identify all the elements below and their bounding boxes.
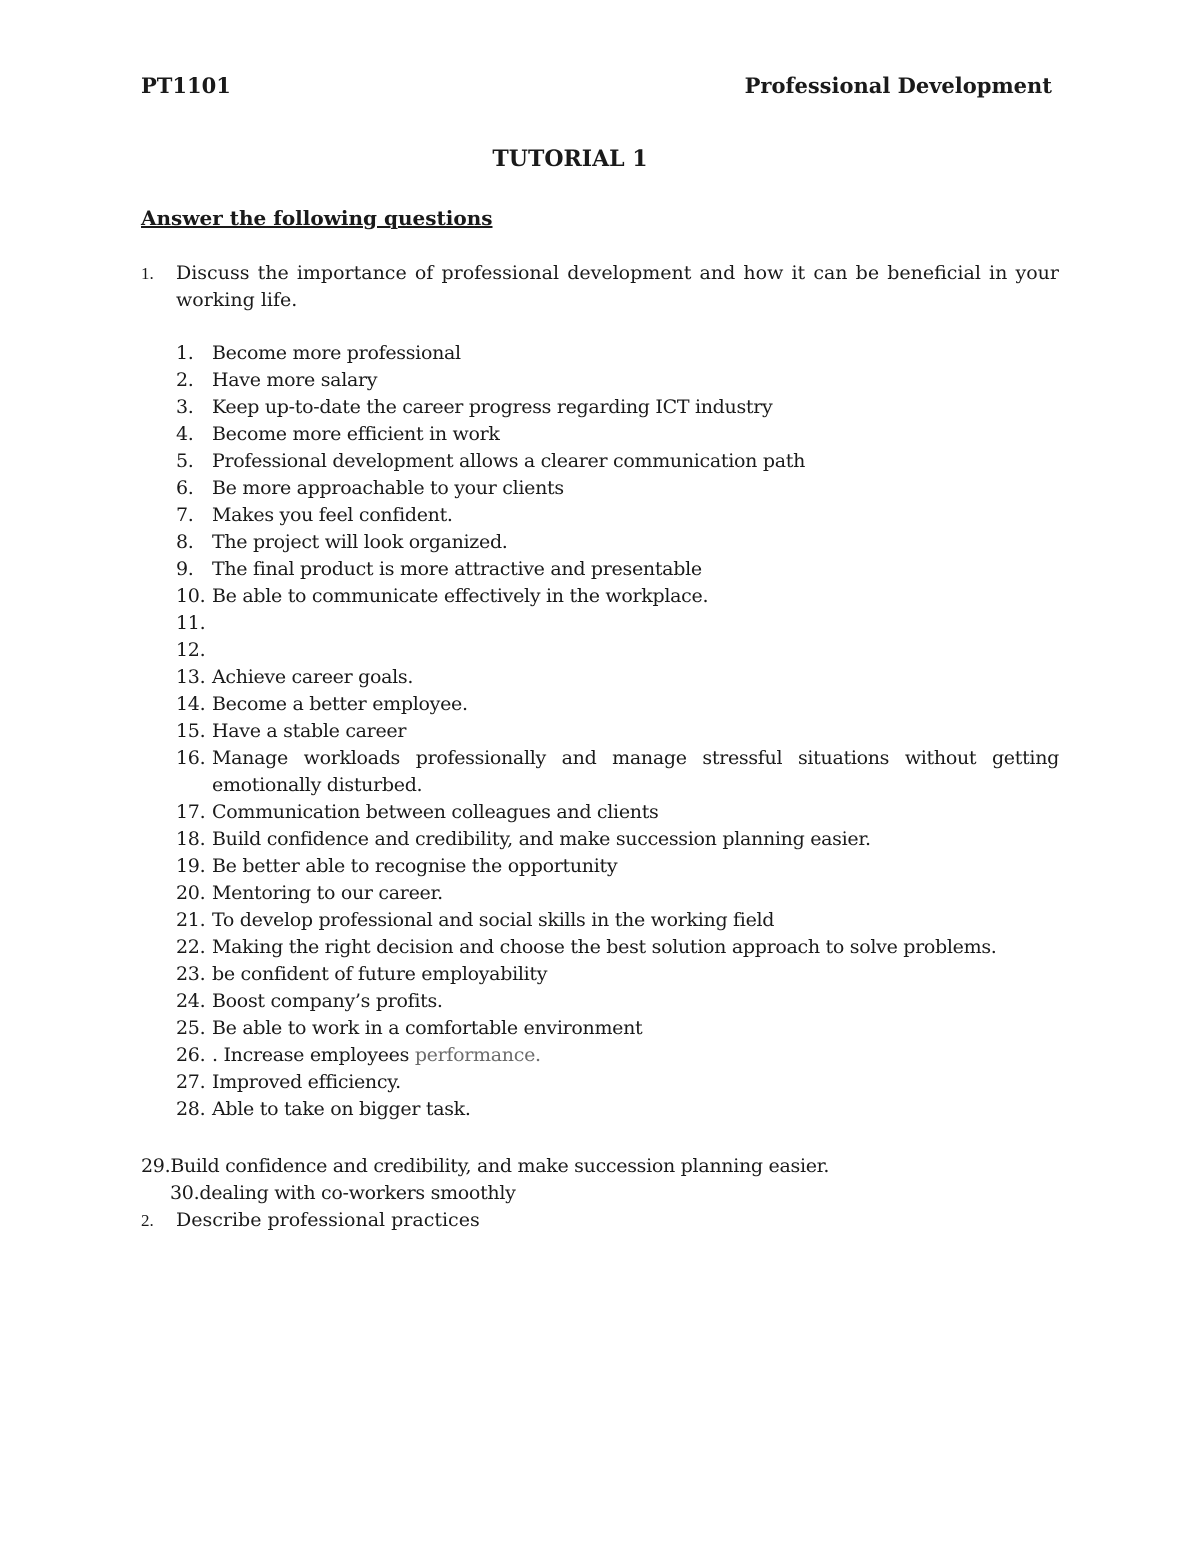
list-item bbox=[176, 502, 1059, 529]
list-item bbox=[176, 988, 1059, 1015]
answer-text: Mentoring to our career. bbox=[212, 882, 443, 904]
answer-text: Communication between colleagues and clients bbox=[212, 801, 659, 823]
list-item bbox=[176, 961, 1059, 988]
answer-number: 11. bbox=[176, 612, 206, 634]
answer-text: . Increase employees bbox=[212, 1044, 415, 1066]
answer-text: Improved efficiency. bbox=[212, 1071, 401, 1093]
question-1 bbox=[141, 260, 1059, 314]
answer-number: 5. bbox=[176, 450, 194, 472]
list-item bbox=[176, 745, 1059, 799]
answer-number: 23. bbox=[176, 963, 206, 985]
answer-number: 15. bbox=[176, 720, 206, 742]
extra-answer-29 bbox=[141, 1153, 829, 1180]
list-item bbox=[176, 367, 1059, 394]
list-item bbox=[176, 826, 1059, 853]
answer-text: Have more salary bbox=[212, 369, 378, 391]
answer-text: Become more professional bbox=[212, 342, 461, 364]
answer-text: Keep up-to-date the career progress regarding ICT industry bbox=[212, 396, 773, 418]
answer-number: 18. bbox=[176, 828, 206, 850]
answer-text: Boost company’s profits. bbox=[212, 990, 443, 1012]
answer-number: 27. bbox=[176, 1071, 206, 1093]
list-item bbox=[176, 610, 1059, 637]
list-item bbox=[176, 448, 1059, 475]
list-item bbox=[176, 583, 1059, 610]
list-item bbox=[176, 934, 1059, 961]
answer-text: Be able to communicate effectively in the workplace. bbox=[212, 585, 709, 607]
answer-number: 29. bbox=[141, 1155, 171, 1177]
answer-text: Build confidence and credibility, and make succession planning easier. bbox=[212, 828, 871, 850]
list-item bbox=[176, 529, 1059, 556]
list-item bbox=[176, 1042, 1059, 1069]
answer-number: 14. bbox=[176, 693, 206, 715]
answer-text bbox=[212, 612, 218, 634]
answer-number: 10. bbox=[176, 585, 206, 607]
course-code: PT1101 bbox=[141, 73, 231, 98]
answer-text: The project will look organized. bbox=[212, 531, 508, 553]
answer-text: Be better able to recognise the opportunity bbox=[212, 855, 618, 877]
list-item bbox=[176, 421, 1059, 448]
answer-text: Become more efficient in work bbox=[212, 423, 500, 445]
list-item bbox=[176, 637, 1059, 664]
answer-number: 30. bbox=[170, 1182, 200, 1204]
list-item bbox=[176, 664, 1059, 691]
instruction-heading: Answer the following questions bbox=[141, 206, 493, 230]
answer-number: 12. bbox=[176, 639, 206, 661]
answer-number: 21. bbox=[176, 909, 206, 931]
page-title: TUTORIAL 1 bbox=[492, 146, 648, 172]
answer-number: 9. bbox=[176, 558, 194, 580]
answer-number: 6. bbox=[176, 477, 194, 499]
list-item bbox=[176, 1015, 1059, 1042]
answer-number: 17. bbox=[176, 801, 206, 823]
answer-number: 7. bbox=[176, 504, 194, 526]
answer-text: Professional development allows a clearer communication path bbox=[212, 450, 806, 472]
answer-text: dealing with co-workers smoothly bbox=[199, 1182, 516, 1204]
question-number: 2. bbox=[141, 1211, 154, 1230]
answer-list bbox=[176, 340, 1059, 1123]
answer-text: be confident of future employability bbox=[212, 963, 548, 985]
answer-text: Become a better employee. bbox=[212, 693, 468, 715]
list-item bbox=[176, 907, 1059, 934]
answer-number: 20. bbox=[176, 882, 206, 904]
answer-text: Achieve career goals. bbox=[212, 666, 414, 688]
answer-number: 24. bbox=[176, 990, 206, 1012]
answer-number: 2. bbox=[176, 369, 194, 391]
answer-number: 16. bbox=[176, 747, 206, 769]
answer-text: Manage workloads professionally and manage stressful situations without getting emotionally disturbed. bbox=[212, 747, 1059, 796]
list-item bbox=[176, 1096, 1059, 1123]
list-item bbox=[176, 853, 1059, 880]
list-item bbox=[176, 691, 1059, 718]
answer-number: 26. bbox=[176, 1044, 206, 1066]
answer-text: To develop professional and social skills in the working field bbox=[212, 909, 775, 931]
list-item bbox=[176, 1069, 1059, 1096]
list-item bbox=[176, 556, 1059, 583]
answer-text: Making the right decision and choose the best solution approach to solve problems. bbox=[212, 936, 997, 958]
list-item bbox=[176, 475, 1059, 502]
answer-number: 13. bbox=[176, 666, 206, 688]
answer-number: 28. bbox=[176, 1098, 206, 1120]
answer-text-grey: performance. bbox=[414, 1044, 541, 1066]
question-text: Discuss the importance of professional development and how it can be beneficial in your working life. bbox=[176, 262, 1059, 311]
question-text: Describe professional practices bbox=[176, 1209, 480, 1231]
list-item bbox=[176, 340, 1059, 367]
answer-number: 1. bbox=[176, 342, 194, 364]
answer-text: Be more approachable to your clients bbox=[212, 477, 564, 499]
answer-number: 3. bbox=[176, 396, 194, 418]
list-item bbox=[176, 799, 1059, 826]
answer-text: Makes you feel confident. bbox=[212, 504, 453, 526]
list-item bbox=[176, 394, 1059, 421]
answer-text: Have a stable career bbox=[212, 720, 407, 742]
answer-text: Build confidence and credibility, and make succession planning easier. bbox=[170, 1155, 830, 1177]
question-number: 1. bbox=[141, 264, 154, 283]
answer-text bbox=[212, 639, 218, 661]
extra-answer-30 bbox=[170, 1180, 516, 1207]
list-item bbox=[176, 880, 1059, 907]
answer-number: 19. bbox=[176, 855, 206, 877]
list-item bbox=[176, 718, 1059, 745]
answer-number: 8. bbox=[176, 531, 194, 553]
answer-text: The final product is more attractive and presentable bbox=[212, 558, 702, 580]
course-name: Professional Development bbox=[744, 73, 1052, 98]
answer-text: Able to take on bigger task. bbox=[212, 1098, 471, 1120]
answer-number: 25. bbox=[176, 1017, 206, 1039]
answer-text: Be able to work in a comfortable environment bbox=[212, 1017, 643, 1039]
answer-number: 4. bbox=[176, 423, 194, 445]
answer-number: 22. bbox=[176, 936, 206, 958]
question-2 bbox=[141, 1207, 1059, 1234]
